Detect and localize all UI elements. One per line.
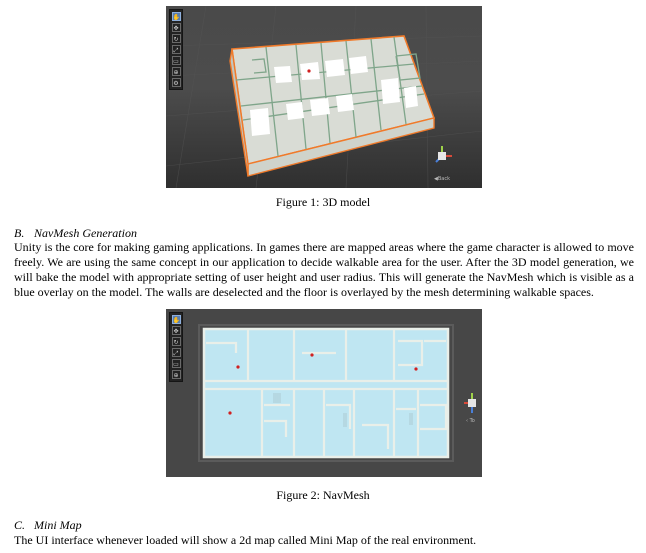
to-label[interactable]: ‹ To: [466, 418, 475, 424]
red-marker: [310, 353, 313, 356]
section-c-title: Mini Map: [34, 518, 82, 532]
navmesh-floor: [204, 329, 448, 457]
scale-tool-icon[interactable]: ⤢: [172, 348, 181, 357]
scene-toolbar: [169, 9, 183, 90]
section-b-paragraph: Unity is the core for making gaming applications. In games there are mapped areas where the game character is allowed to move freely. We are using the same concept in our application to decide walkable area for the user. After the 3D model generation, we will bake the model with appropriate setting of user height and user radius. This will generate the NavMesh which is visible as a blue overlay on the model. The walls are deselected and the floor is overlayed by the mesh determining walkable spaces.: [14, 240, 634, 299]
figure-1-scene: [166, 6, 482, 188]
red-marker: [307, 69, 310, 72]
section-c-paragraph: The UI interface whenever loaded will show a 2d map called Mini Map of the real environment.: [14, 533, 477, 547]
figure-2-image: [166, 309, 482, 477]
move-tool-icon[interactable]: ✥: [173, 25, 179, 32]
custom-tool-icon[interactable]: ⚙: [173, 80, 179, 87]
scale-tool-icon[interactable]: ⤢: [172, 45, 181, 54]
figure-1-image: [166, 6, 482, 188]
rect-tool-icon[interactable]: ▭: [173, 361, 179, 368]
figure-2-scene: [166, 309, 482, 477]
section-b-title: NavMesh Generation: [34, 226, 137, 240]
rotate-tool-icon[interactable]: ↻: [173, 339, 179, 346]
hand-tool-icon[interactable]: ✋: [172, 14, 180, 21]
section-b-heading: [14, 226, 137, 241]
red-marker: [236, 365, 239, 368]
scene-toolbar: [169, 312, 183, 382]
section-c-number: C.: [14, 518, 26, 532]
rect-tool-icon[interactable]: ▭: [173, 58, 179, 65]
move-tool-icon[interactable]: ✥: [173, 328, 179, 335]
hand-tool-icon[interactable]: ✋: [172, 317, 180, 324]
transform-tool-icon[interactable]: ⊕: [173, 69, 179, 76]
transform-tool-icon[interactable]: ⊕: [173, 372, 179, 379]
red-marker: [414, 367, 417, 370]
red-marker: [228, 411, 231, 414]
section-b-number: B.: [14, 226, 25, 240]
rotate-tool-icon[interactable]: ↻: [173, 36, 179, 43]
section-c-heading: [14, 518, 82, 533]
figure-2-caption: Figure 2: NavMesh: [276, 488, 370, 502]
figure-1-caption: Figure 1: 3D model: [275, 195, 371, 209]
back-label[interactable]: ◀Back: [434, 176, 450, 182]
